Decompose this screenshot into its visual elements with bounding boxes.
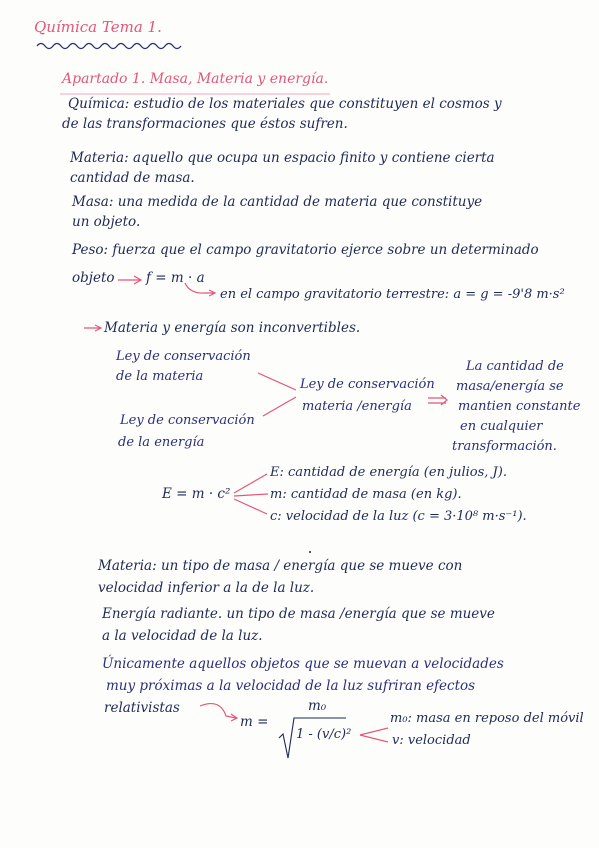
materia-definition-line2: cantidad de masa. [70, 170, 195, 186]
radiante-line1: Energía radiante. un tipo de masa /energía que se mueve [102, 606, 495, 622]
ley-energia-line1: Ley de conservación [120, 413, 255, 428]
ley-materia-line2: de la materia [116, 369, 204, 384]
relativity-m0-definition: m₀: masa en reposo del móvil [390, 711, 584, 726]
ley-combined-line1: Ley de conservación [300, 377, 435, 392]
materia2-line2: velocidad inferior a la de la luz. [98, 580, 315, 596]
ley-combined-line2: materia /energía [302, 399, 412, 414]
page-title: Química Tema 1. [34, 18, 162, 36]
masa-definition-line1: Masa: una medida de la cantidad de materia que constituye [72, 194, 483, 210]
relativistas-line3: relativistas [104, 700, 180, 716]
einstein-c-definition: c: velocidad de la luz (c = 3·10⁸ m·s⁻¹). [270, 509, 527, 524]
materia-definition-line1: Materia: aquello que ocupa un espacio finito y contiene cierta [70, 150, 495, 166]
radiante-line2: a la velocidad de la luz. [102, 628, 263, 644]
relativity-denominator: 1 - (v/c)² [296, 727, 352, 742]
peso-gravity-note: en el campo gravitatorio terrestre: a = g = -9'8 m·s² [220, 287, 565, 302]
conservation-result-line3: mantien constante [458, 399, 581, 414]
ley-energia-line2: de la energía [118, 435, 205, 450]
interconvertible-statement: Materia y energía son inconvertibles. [104, 320, 361, 336]
materia2-line1: Materia: un tipo de masa / energía que se mueve con [98, 558, 463, 574]
relativity-v-definition: v: velocidad [392, 733, 471, 748]
peso-definition-objeto: objeto [72, 270, 115, 286]
einstein-e-definition: E: cantidad de energía (en julios, J). [270, 465, 507, 480]
peso-definition-line1: Peso: fuerza que el campo gravitatorio ejerce sobre un determinado [72, 242, 539, 258]
relativistas-line2: muy próximas a la velocidad de la luz sufriran efectos [106, 678, 476, 694]
conservation-result-line4: en cualquier [460, 419, 543, 434]
section-title: Apartado 1. Masa, Materia y energía. [62, 71, 329, 87]
conservation-result-line1: La cantidad de [466, 359, 564, 374]
relativity-numerator: m₀ [308, 698, 327, 714]
quimica-definition-line1: Química: estudio de los materiales que constituyen el cosmos y [68, 96, 502, 112]
conservation-result-line5: transformación. [452, 439, 557, 454]
quimica-definition-line2: de las transformaciones que éstos sufren. [62, 116, 348, 132]
masa-definition-line2: un objeto. [72, 214, 141, 230]
relativistas-line1: Únicamente aquellos objetos que se muevan a velocidades [102, 656, 504, 672]
peso-formula: f = m · a [146, 270, 205, 286]
einstein-m-definition: m: cantidad de masa (en kg). [270, 487, 462, 502]
conservation-result-line2: masa/energía se [456, 379, 564, 394]
relativity-lhs: m = [240, 714, 269, 730]
einstein-formula: E = m · c² [162, 486, 231, 502]
ley-materia-line1: Ley de conservación [116, 349, 251, 364]
